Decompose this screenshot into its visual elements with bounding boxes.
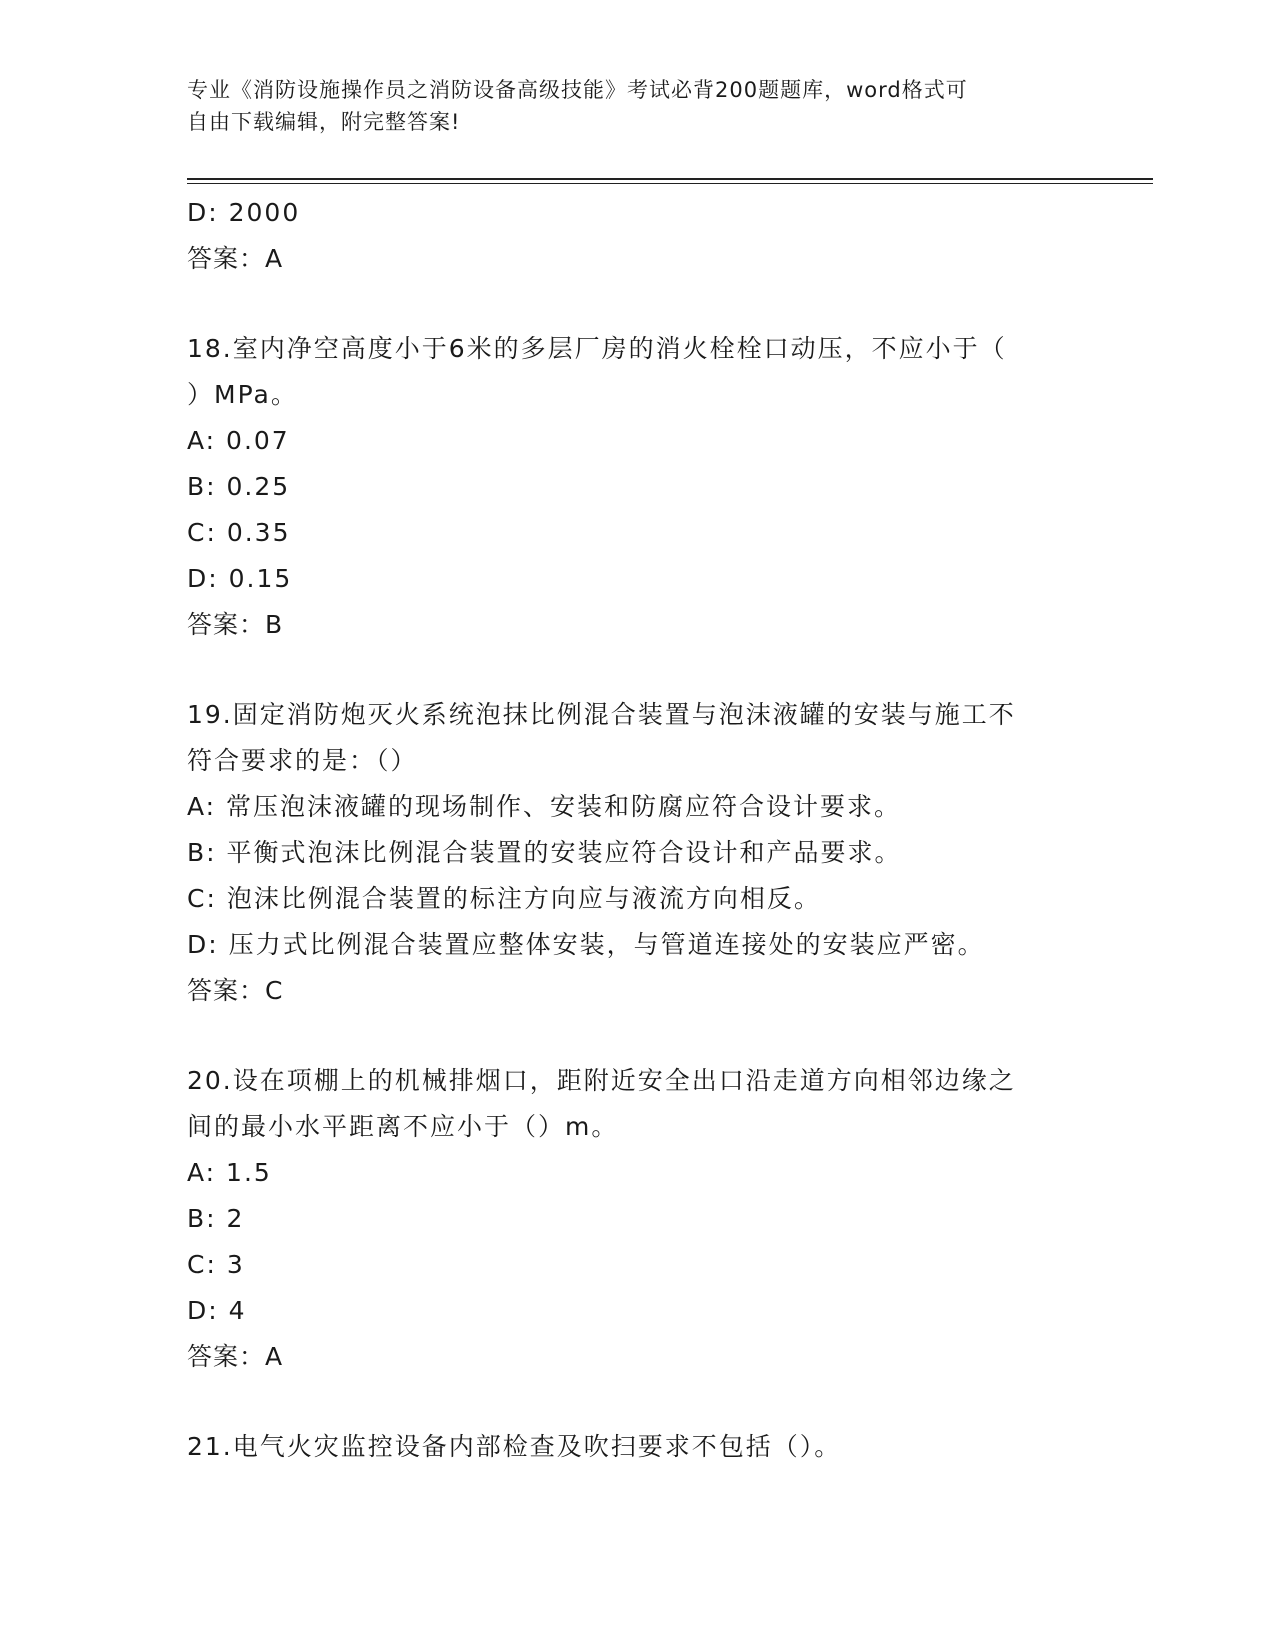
answer: 答案：B: [187, 610, 284, 639]
option-d: D: 4: [187, 1296, 247, 1325]
question-18: [187, 326, 1087, 648]
header-divider-thin: [187, 183, 1153, 184]
spacer: [187, 1014, 1087, 1058]
spacer: [187, 1380, 1087, 1424]
question-text: 19.固定消防炮灭火系统泡抹比例混合装置与泡沫液罐的安装与施工不: [187, 700, 1016, 729]
option-a: A: 常压泡沫液罐的现场制作、安装和防腐应符合设计要求。: [187, 792, 902, 821]
question-text: 20.设在项棚上的机械排烟口，距附近安全出口沿走道方向相邻边缘之: [187, 1066, 1016, 1095]
option-d: D: 压力式比例混合装置应整体安装，与管道连接处的安装应严密。: [187, 930, 985, 959]
answer: 答案：C: [187, 976, 284, 1005]
option-b: B: 2: [187, 1204, 245, 1233]
option-b: B: 0.25: [187, 472, 291, 501]
answer: 答案：A: [187, 1342, 284, 1371]
question-text: 18.室内净空高度小于6米的多层厂房的消火栓栓口动压，不应小于（: [187, 334, 1007, 363]
question-19: [187, 692, 1087, 1014]
question-text-cont: 间的最小水平距离不应小于（）m。: [187, 1112, 619, 1141]
page-header: [187, 74, 1087, 138]
option-a: A: 1.5: [187, 1158, 272, 1187]
option-c: C: 泡沫比例混合装置的标注方向应与液流方向相反。: [187, 884, 821, 913]
question-text-cont: 符合要求的是：（）: [187, 746, 418, 775]
question-text: 21.电气火灾监控设备内部检查及吹扫要求不包括（）。: [187, 1432, 842, 1461]
option-d: D: 2000: [187, 198, 301, 227]
option-b: B: 平衡式泡沫比例混合装置的安装应符合设计和产品要求。: [187, 838, 902, 867]
option-a: A: 0.07: [187, 426, 290, 455]
question-content: [187, 190, 1087, 1470]
question-20: [187, 1058, 1087, 1380]
header-line-1: 专业《消防设施操作员之消防设备高级技能》考试必背200题题库，word格式可: [187, 78, 968, 102]
spacer: [187, 282, 1087, 326]
option-c: C: 3: [187, 1250, 245, 1279]
spacer: [187, 648, 1087, 692]
option-d: D: 0.15: [187, 564, 293, 593]
question-text-cont: ）MPa。: [187, 380, 298, 409]
question-21: [187, 1424, 1087, 1470]
answer: 答案：A: [187, 244, 284, 273]
header-divider-thick: [187, 178, 1153, 180]
option-c: C: 0.35: [187, 518, 291, 547]
header-line-2: 自由下载编辑，附完整答案!: [187, 110, 461, 134]
